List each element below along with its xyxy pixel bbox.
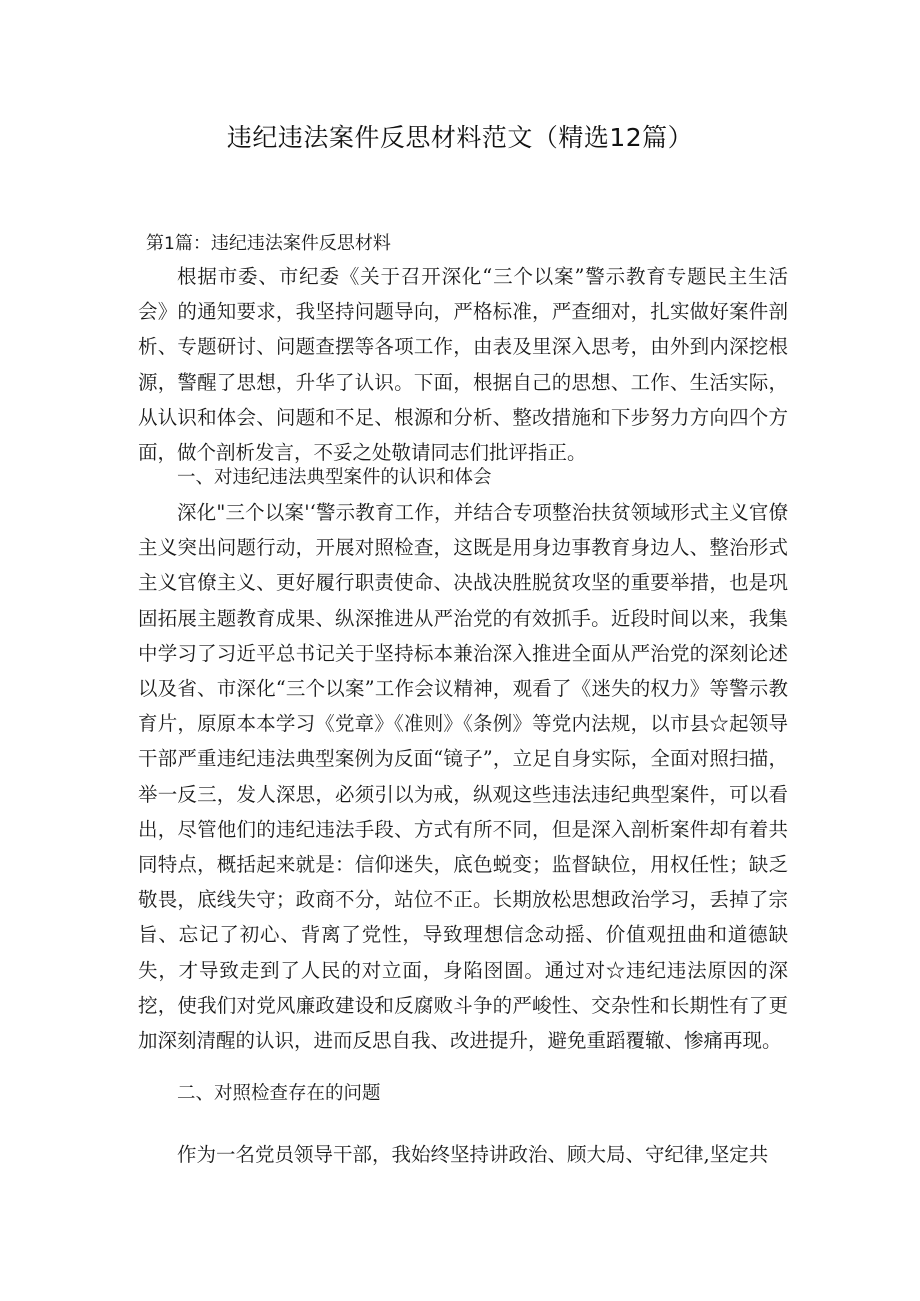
document-title: 违纪违法案件反思材料范文（精选12篇） [226,123,694,152]
intro-paragraph: 根据市委、市纪委《关于召开深化“三个以案”警示教育专题民主生活会》的通知要求，我坚持问题导向，严格标准，严查细对，扎实做好案件剖析、专题研讨、问题查摆等各项工作，由表及里深入思考，由外到内深挖根源，警醒了思想，升华了认识。下面，根据自己的思想、工作、生活实际，从认识和体会、问题和不足、根源和分析、整改措施和下步努力方向四个方面，做个剖析发言，不妥之处敬请同志们批评指正。 [138,265,788,465]
section-heading-1 [146,229,391,255]
understanding-paragraph: 深化"三个以案'‘警示教育工作，并结合专项整治扶贫领域形式主义官僚主义突出问题行动，开展对照检查，这既是用身边事教育身边人、整治形式主义官僚主义、更好履行职责使命、决战决胜脱贫攻坚的重要举措，也是巩固拓展主题教育成果、纵深推进从严治党的有效抓手。近段时间以来，我集中学习了习近平总书记关于坚持标本兼治深入推进全面从严治党的深刻论述以及省、市深化“三个以案”工作会议精神，观看了《迷失的权力》等警示教育片，原原本本学习《党章》《准则》《条例》等党内法规，以市县☆起领导干部严重违纪违法典型案例为反面“镜子”，立足自身实际，全面对照扫描，举一反三，发人深思，必须引以为戒，纵观这些违法违纪典型案件，可以看出，尽管他们的违纪违法手段、方式有所不同，但是深入剖析案件却有着共同特点，概括起来就是：信仰迷失，底色蜕变；监督缺位，用权任性；缺乏敬畏，底线失守；政商不分，站位不正。长期放松思想政治学习，丢掉了宗旨、忘记了初心、背离了党性，导致理想信念动摇、价值观扭曲和道德缺失，才导致走到了人民的对立面，身陷囹圄。通过对☆违纪违法原因的深挖，使我们对党风廉政建设和反腐败斗争的严峻性、交杂性和长期性有了更加深刻清醒的认识，进而反思自我、改进提升，避免重蹈覆辙、惨痛再现。 [138,501,788,1053]
section-heading-prefix: 第 [146,233,164,254]
subheading-problems: 二、对照检查存在的问题 [177,1083,381,1104]
section-heading-suffix: 篇：违纪违法案件反思材料 [174,233,391,254]
section-heading-number: 1 [164,234,175,254]
subheading-understanding: 一、对违纪违法典型案件的认识和体会 [177,467,492,488]
problems-paragraph: 作为一名党员领导干部，我始终坚持讲政治、顾大局、守纪律,坚定共 [177,1143,769,1166]
